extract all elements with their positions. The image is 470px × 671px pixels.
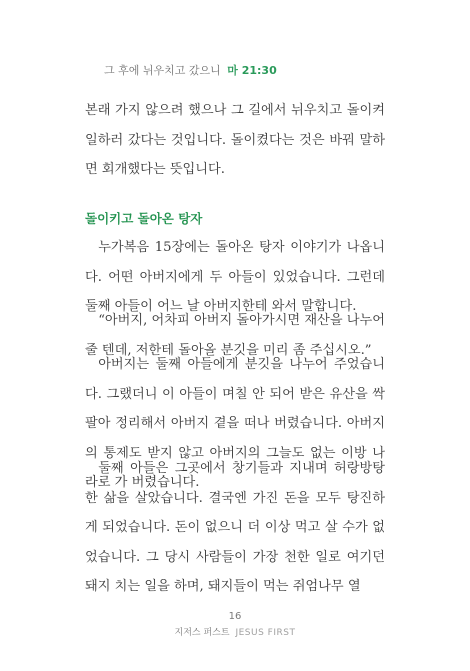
- section-paragraph: “아버지, 어차피 아버지 돌아가시면 재산을 나누어 줄 텐데, 저한테 돌아올 분깃을 미리 좀 주십시오.”: [85, 313, 385, 358]
- quote-text: 그 후에 뉘우치고 갔으니: [104, 64, 221, 77]
- scripture-reference: 마 21:30: [227, 64, 277, 77]
- running-title: [0, 625, 470, 638]
- section-paragraph: 누가복음 15장에는 돌아온 탕자 이야기가 나옵니다. 어떤 아버지에게 두 아들이 있었습니다. 그런데 둘째 아들이 어느 날 아버지한테 와서 말합니다.: [85, 240, 385, 314]
- section-heading: 돌이키고 돌아온 탕자: [85, 211, 203, 226]
- body-paragraph: 본래 가지 않으려 했으나 그 길에서 뉘우치고 돌이켜 일하러 갔다는 것입니다. 돌이켰다는 것은 바꿔 말하면 회개했다는 뜻입니다.: [85, 103, 385, 177]
- book-title-korean: 지저스 퍼스트: [174, 628, 230, 638]
- book-title-english: JESUS FIRST: [235, 628, 296, 638]
- section-paragraph: 아버지는 둘째 아들에게 분깃을 나누어 주었습니다. 그랬더니 이 아들이 며칠 안 되어 받은 유산을 싹 팔아 정리해서 아버지 곁을 떠나 버렸습니다. 아버지의 통제도 받지 않고 아버지의 그늘도 없는 이방 나라로 가 버렸습니다.: [85, 357, 385, 490]
- scripture-quote: [104, 62, 277, 78]
- page-number: 16: [228, 611, 242, 622]
- section-paragraph: 둘째 아들은 그곳에서 창기들과 지내며 허랑방탕한 삶을 살았습니다. 결국엔 가진 돈을 모두 탕진하게 되었습니다. 돈이 없으니 더 이상 먹고 살 수가 없었습니다. 그 당시 사람들이 가장 천한 일로 여기던 돼지 치는 일을 하며, 돼지들이 먹는 쥐엄나무 열: [85, 461, 385, 594]
